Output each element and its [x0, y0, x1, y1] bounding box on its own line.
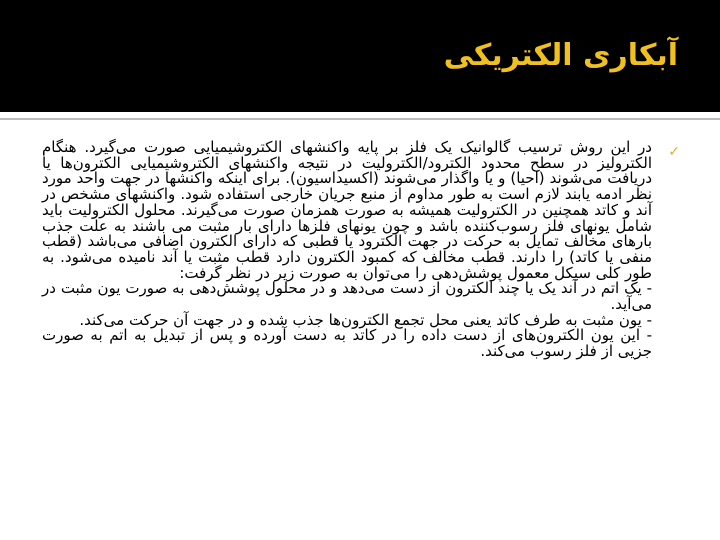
checkmark-bullet-icon: ✓	[668, 144, 680, 160]
paragraph-step-2: - یون مثبت به طرف کاتد یعنی محل تجمع الکترون‌ها جذب شده و در جهت آن حرکت می‌کند.	[79, 310, 652, 329]
slide-content	[44, 140, 720, 530]
paragraph-step-3: - این یون الکترون‌های از دست داده را در کاتد به دست آورده و پس از تبدیل به اتم به صورت جزیی از فلز رسوب می‌کند.	[42, 326, 652, 361]
header-divider	[0, 118, 720, 120]
paragraph-intro: در این روش ترسیب گالوانیک یک فلز بر پایه واکنشهای الکتروشیمیایی صورت می‌گیرد. هنگام الکترولیز در سطح محدود الکترود/الکترولیت در نتیجه واکنشهای الکتروشیمیایی الکترون‌ها یا دریافت می‌شوند (احیا) و یا واگذار می‌شوند (اکسیداسیون). برای اینکه واکنشها در جهت واحد مورد نظر ادمه یابند لازم است به طور مداوم از منبع جریان خارجی استفاده شود. واکنشهای مشخص در آند و کاتد همچنین در الکترولیت همیشه به صورت همزمان صورت می‌گیرند. محلول الکترولیت باید شامل یونهای فلز رسوب‌کننده باشد و چون یونهای فلزها دارای بار مثبت می باشند به علت جذب بارهای مخالف تمایل به حرکت در جهت الکترود یا قطبی که دارای الکترون اضافی می‌باشد (قطب منفی یا کاتد) را دارند. قطب مخالف که کمبود الکترون دارد قطب مثبت یا آند نامیده می‌شود. به طور کلی سیکل معمول پوشش‌دهی را می‌توان به صورت زیر در نظر گرفت:	[42, 138, 652, 282]
paragraph-step-1: - یک اتم در آند یک یا چند الکترون از دست می‌دهد و در محلول پوشش‌دهی به صورت یون مثبت در می‌آید.	[42, 279, 652, 314]
body-paragraph	[42, 140, 652, 360]
slide-header	[0, 0, 720, 112]
slide-title: آبکاری الکتریکی	[443, 38, 678, 73]
